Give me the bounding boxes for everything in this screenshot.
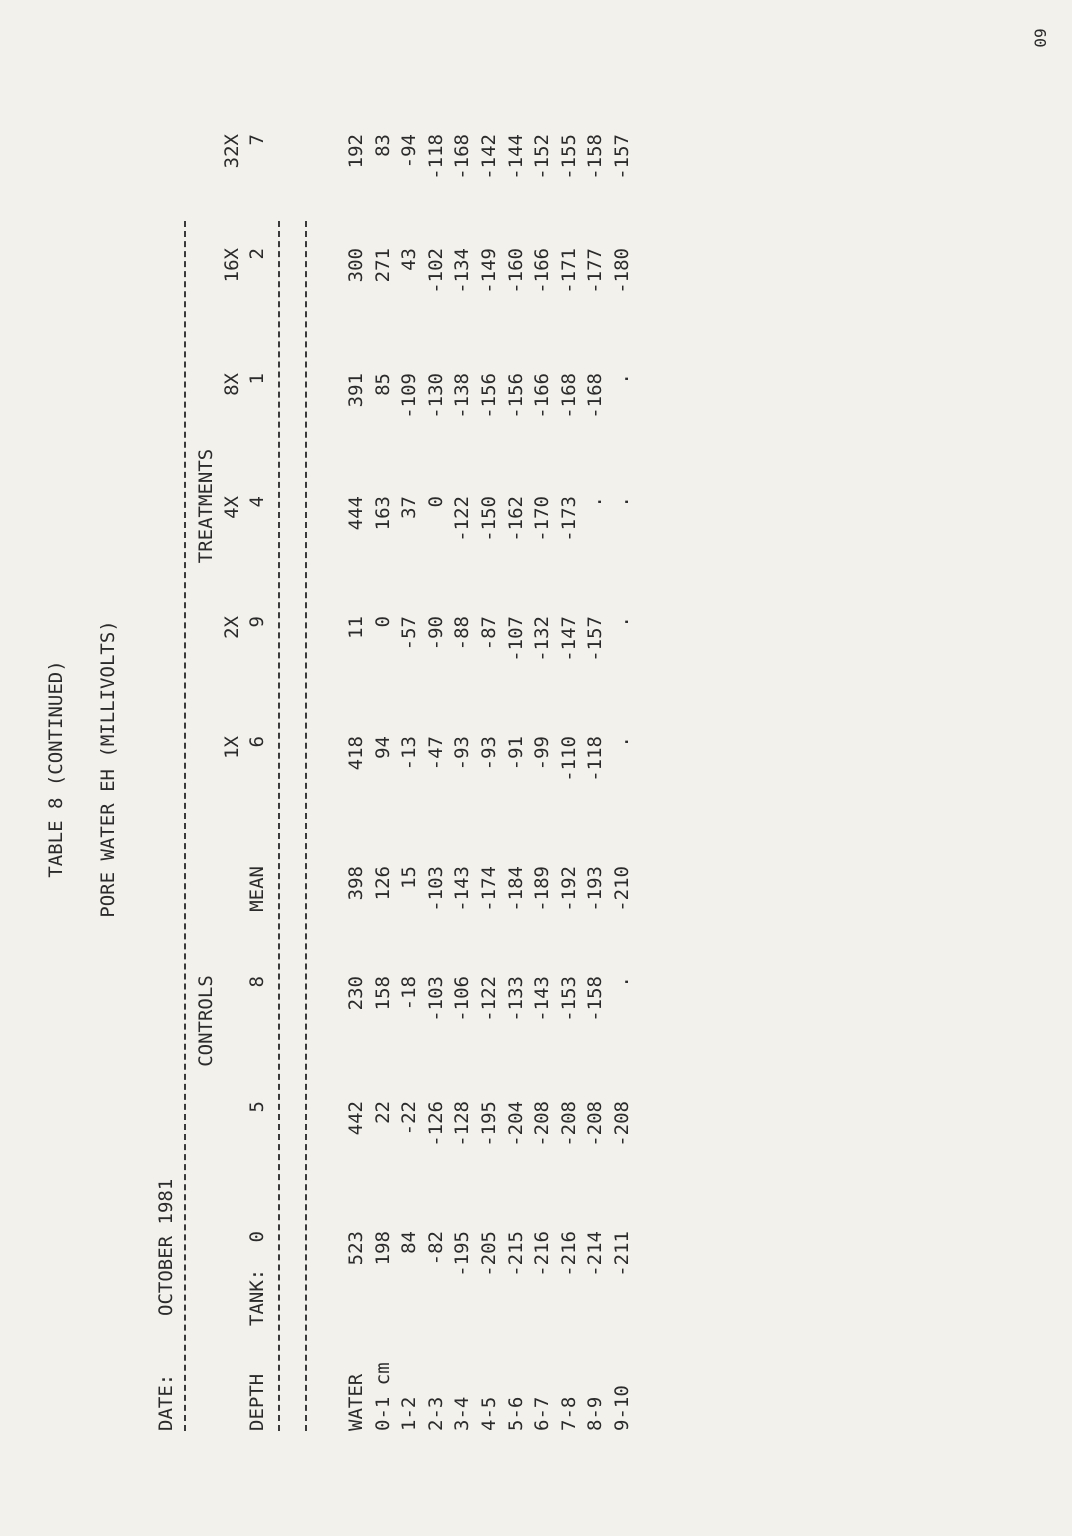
- value-cell: -180: [611, 248, 633, 294]
- value-cell: -99: [531, 736, 554, 771]
- value-cell: -149: [478, 248, 500, 294]
- rule-top: [184, 221, 186, 1431]
- value-cell: -166: [531, 248, 554, 294]
- value-cell: -192: [557, 866, 580, 912]
- treatment-header: 4X: [221, 496, 243, 519]
- value-cell: -82: [424, 1231, 447, 1266]
- value-cell: 230: [345, 976, 367, 1011]
- value-cell: 271: [371, 248, 394, 283]
- depth-cell: 9-10: [611, 1385, 633, 1431]
- rule-mid-1: [278, 221, 280, 1431]
- value-cell: 158: [371, 976, 394, 1011]
- value-cell: 163: [371, 496, 394, 531]
- value-cell: -155: [557, 134, 580, 180]
- value-cell: -214: [584, 1231, 607, 1277]
- value-cell: -47: [424, 736, 447, 771]
- value-cell: -152: [531, 134, 554, 180]
- value-cell: 398: [345, 866, 367, 901]
- value-cell: -211: [611, 1231, 633, 1277]
- tank-header: 2: [246, 248, 268, 260]
- treatment-header: 8X: [221, 373, 243, 396]
- value-cell: -110: [557, 736, 580, 782]
- value-cell: -174: [478, 866, 500, 912]
- value-cell: -158: [584, 134, 607, 180]
- treatment-header: 2X: [221, 616, 243, 639]
- value-cell: -208: [611, 1101, 633, 1147]
- value-cell: -122: [451, 496, 474, 542]
- value-cell: .: [611, 976, 633, 988]
- value-cell: -210: [611, 866, 633, 912]
- date-value: OCTOBER 1981: [155, 1178, 177, 1316]
- value-cell: 192: [345, 134, 367, 169]
- controls-group-label: CONTROLS: [195, 975, 217, 1067]
- value-cell: -184: [504, 866, 527, 912]
- value-cell: -57: [398, 616, 421, 651]
- value-cell: -118: [584, 736, 607, 782]
- value-cell: 22: [371, 1101, 394, 1124]
- value-cell: -157: [611, 134, 633, 180]
- value-cell: -109: [398, 373, 421, 419]
- value-cell: -143: [451, 866, 474, 912]
- table-content: [0, 1, 1072, 1431]
- tank-header: 8: [246, 976, 268, 988]
- value-cell: 85: [371, 373, 394, 396]
- value-cell: 94: [371, 736, 394, 759]
- value-cell: 37: [398, 496, 421, 519]
- depth-cell: 7-8: [557, 1396, 580, 1431]
- depth-cell: 0-1 cm: [371, 1362, 394, 1431]
- value-cell: -208: [557, 1101, 580, 1147]
- value-cell: -215: [504, 1231, 527, 1277]
- value-cell: -128: [451, 1101, 474, 1147]
- value-cell: -118: [424, 134, 447, 180]
- value-cell: -93: [451, 736, 474, 771]
- value-cell: -126: [424, 1101, 447, 1147]
- value-cell: -173: [557, 496, 580, 542]
- value-cell: -147: [557, 616, 580, 662]
- value-cell: -157: [584, 616, 607, 662]
- value-cell: -93: [478, 736, 500, 771]
- value-cell: -103: [424, 866, 447, 912]
- value-cell: -22: [398, 1101, 421, 1136]
- value-cell: -18: [398, 976, 421, 1011]
- value-cell: 0: [371, 616, 394, 628]
- value-cell: -204: [504, 1101, 527, 1147]
- value-cell: -91: [504, 736, 527, 771]
- tank-header: 6: [246, 736, 268, 748]
- depth-cell: 5-6: [504, 1396, 527, 1431]
- depth-cell: 6-7: [531, 1396, 554, 1431]
- depth-cell: 3-4: [451, 1396, 474, 1431]
- value-cell: -143: [531, 976, 554, 1022]
- value-cell: -158: [584, 976, 607, 1022]
- value-cell: -150: [478, 496, 500, 542]
- tank-header: 1: [246, 373, 268, 385]
- value-cell: 300: [345, 248, 367, 283]
- value-cell: -156: [504, 373, 527, 419]
- depth-cell: 1-2: [398, 1396, 421, 1431]
- depth-cell: WATER: [345, 1373, 367, 1431]
- depth-cell: 8-9: [584, 1396, 607, 1431]
- value-cell: -216: [531, 1231, 554, 1277]
- treatments-group-label: TREATMENTS: [195, 448, 217, 564]
- value-cell: 84: [398, 1231, 421, 1254]
- value-cell: 83: [371, 134, 394, 157]
- date-label: DATE:: [155, 1373, 177, 1431]
- value-cell: -138: [451, 373, 474, 419]
- value-cell: -142: [478, 134, 500, 180]
- value-cell: 418: [345, 736, 367, 771]
- value-cell: -90: [424, 616, 447, 651]
- value-cell: -168: [557, 373, 580, 419]
- value-cell: 442: [345, 1101, 367, 1136]
- value-cell: .: [611, 496, 633, 508]
- value-cell: .: [611, 736, 633, 748]
- value-cell: -208: [584, 1101, 607, 1147]
- value-cell: -162: [504, 496, 527, 542]
- value-cell: -170: [531, 496, 554, 542]
- value-cell: -156: [478, 373, 500, 419]
- depth-cell: 4-5: [478, 1396, 500, 1431]
- tank-header: 4: [246, 496, 268, 508]
- value-cell: -106: [451, 976, 474, 1022]
- value-cell: -153: [557, 976, 580, 1022]
- value-cell: -216: [557, 1231, 580, 1277]
- value-cell: 444: [345, 496, 367, 531]
- value-cell: 0: [424, 496, 447, 508]
- value-cell: 523: [345, 1231, 367, 1266]
- value-cell: -144: [504, 134, 527, 180]
- value-cell: 15: [398, 866, 421, 889]
- value-cell: -193: [584, 866, 607, 912]
- value-cell: .: [611, 373, 633, 385]
- value-cell: 126: [371, 866, 394, 901]
- value-cell: -13: [398, 736, 421, 771]
- tank-header: 0: [246, 1231, 268, 1243]
- value-cell: -130: [424, 373, 447, 419]
- value-cell: 43: [398, 248, 421, 271]
- table-subtitle: PORE WATER EH (MILLIVOLTS): [97, 620, 119, 918]
- tank-header: 7: [246, 134, 268, 146]
- value-cell: -87: [478, 616, 500, 651]
- tank-header: MEAN: [246, 866, 268, 912]
- tank-header: 5: [246, 1101, 268, 1113]
- tank-header: 9: [246, 616, 268, 628]
- value-cell: -171: [557, 248, 580, 294]
- value-cell: -103: [424, 976, 447, 1022]
- value-cell: -88: [451, 616, 474, 651]
- table-title: TABLE 8 (CONTINUED): [45, 660, 67, 878]
- value-cell: 11: [345, 616, 367, 639]
- value-cell: -102: [424, 248, 447, 294]
- value-cell: -208: [531, 1101, 554, 1147]
- depth-header: DEPTH: [246, 1373, 268, 1431]
- value-cell: 391: [345, 373, 367, 408]
- value-cell: -94: [398, 134, 421, 169]
- value-cell: -195: [451, 1231, 474, 1277]
- value-cell: -177: [584, 248, 607, 294]
- page-number: 60: [1030, 28, 1050, 48]
- rule-mid-2: [305, 221, 307, 1431]
- value-cell: 198: [371, 1231, 394, 1266]
- tank-label: TANK:: [246, 1268, 268, 1326]
- value-cell: -133: [504, 976, 527, 1022]
- value-cell: -168: [584, 373, 607, 419]
- treatment-header: 16X: [221, 248, 243, 283]
- value-cell: -189: [531, 866, 554, 912]
- value-cell: -107: [504, 616, 527, 662]
- value-cell: -205: [478, 1231, 500, 1277]
- value-cell: .: [611, 616, 633, 628]
- value-cell: -122: [478, 976, 500, 1022]
- treatment-header: 32X: [221, 134, 243, 169]
- value-cell: -160: [504, 248, 527, 294]
- depth-cell: 2-3: [424, 1396, 447, 1431]
- value-cell: -132: [531, 616, 554, 662]
- value-cell: .: [584, 496, 607, 508]
- value-cell: -166: [531, 373, 554, 419]
- treatment-header: 1X: [221, 736, 243, 759]
- value-cell: -195: [478, 1101, 500, 1147]
- value-cell: -134: [451, 248, 474, 294]
- value-cell: -168: [451, 134, 474, 180]
